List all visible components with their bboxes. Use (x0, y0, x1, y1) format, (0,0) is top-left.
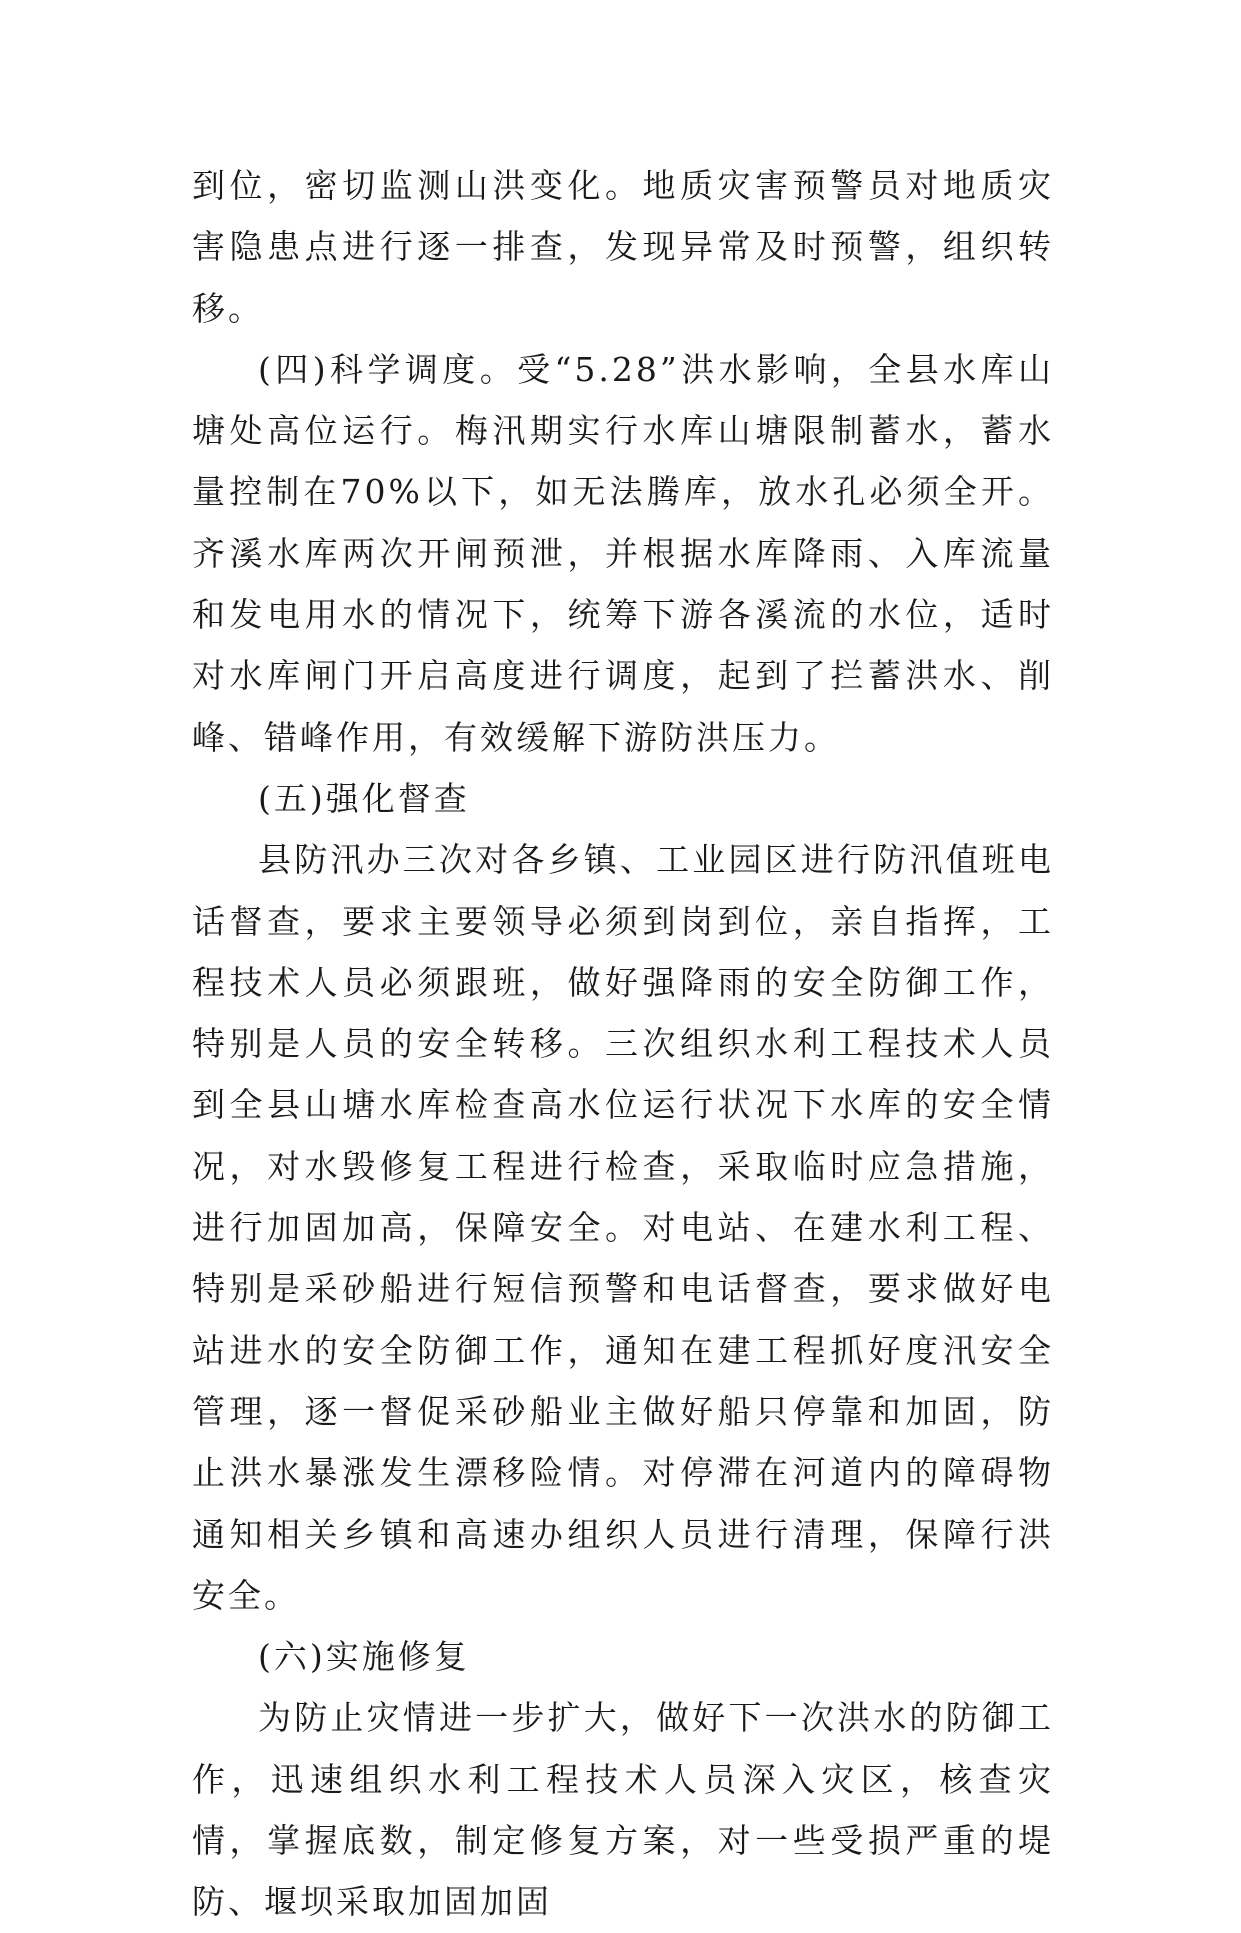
document-body (192, 155, 1054, 1933)
paragraph-continuation: 到位，密切监测山洪变化。地质灾害预警员对地质灾害隐患点进行逐一排查，发现异常及时预警，组织转移。 (192, 166, 1054, 328)
section-heading-repair: (六)实施修复 (258, 1637, 470, 1677)
section-heading-supervision: (五)强化督查 (258, 778, 470, 818)
paragraph-repair: 为防止灾情进一步扩大，做好下一次洪水的防御工作，迅速组织水利工程技术人员深入灾区，核查灾情，掌握底数，制定修复方案，对一些受损严重的堤防、堰坝采取加固加固 (192, 1698, 1054, 1922)
paragraph-scientific-dispatch: (四)科学调度。受“5.28”洪水影响，全县水库山塘处高位运行。梅汛期实行水库山塘限制蓄水，蓄水量控制在70%以下，如无法腾库，放水孔必须全开。齐溪水库两次开闸预泄，并根据水库降雨、入库流量和发电用水的情况下，统筹下游各溪流的水位，适时对水库闸门开启高度进行调度，起到了拦蓄洪水、削峰、错峰作用，有效缓解下游防洪压力。 (192, 349, 1054, 757)
paragraph-supervision: 县防汛办三次对各乡镇、工业园区进行防汛值班电话督查，要求主要领导必须到岗到位，亲自指挥，工程技术人员必须跟班，做好强降雨的安全防御工作，特别是人员的安全转移。三次组织水利工程技术人员到全县山塘水库检查高水位运行状况下水库的安全情况，对水毁修复工程进行检查，采取临时应急措施，进行加固加高，保障安全。对电站、在建水利工程、特别是采砂船进行短信预警和电话督查，要求做好电站进水的安全防御工作，通知在建工程抓好度汛安全管理，逐一督促采砂船业主做好船只停靠和加固，防止洪水暴涨发生漂移险情。对停滞在河道内的障碍物通知相关乡镇和高速办组织人员进行清理，保障行洪安全。 (192, 840, 1054, 1615)
